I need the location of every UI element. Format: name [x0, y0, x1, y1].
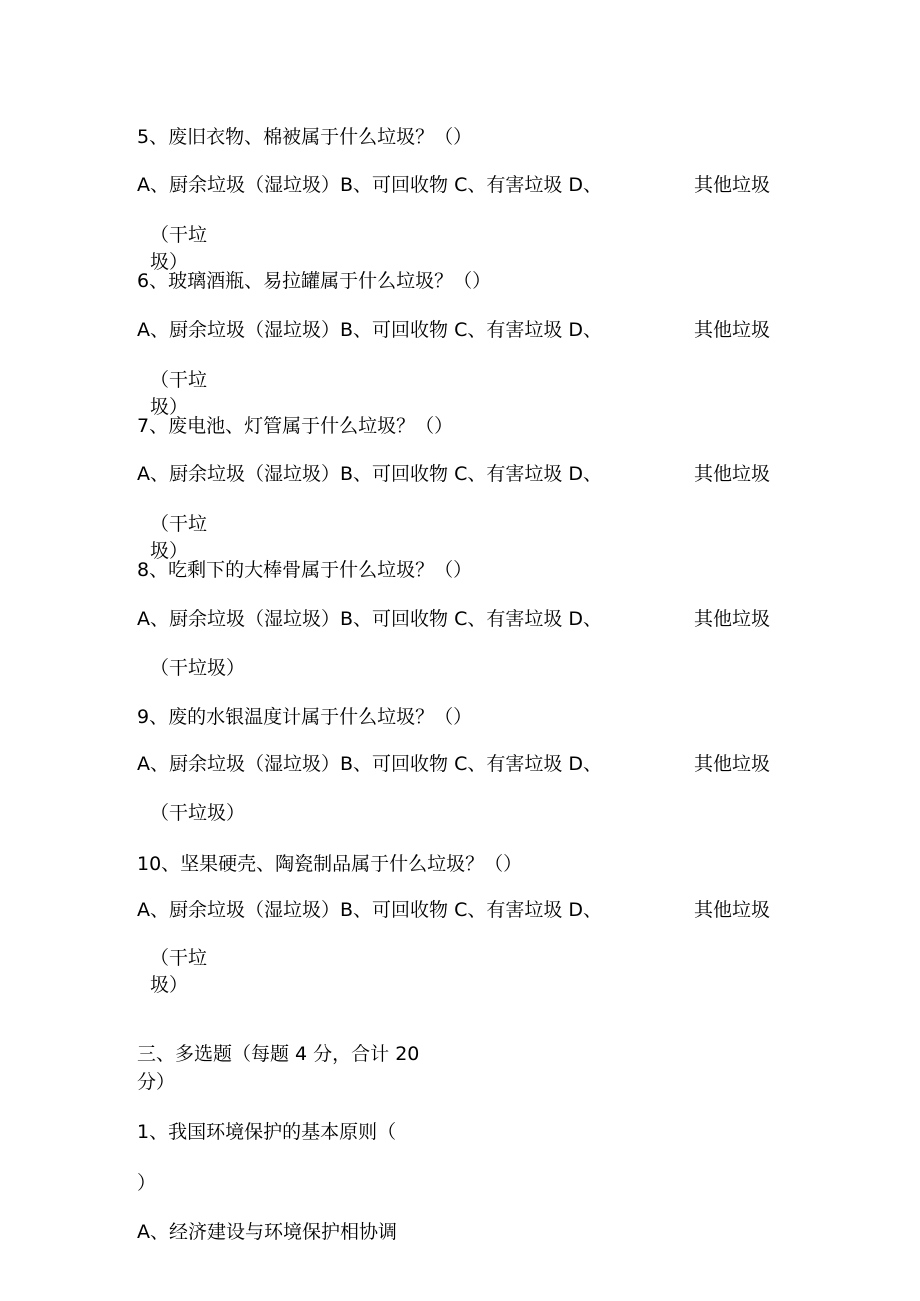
question-7-options: A、厨余垃圾（湿垃圾）B、可回收物 C、有害垃圾 D、	[137, 463, 603, 485]
question-10-option-d-text: 其他垃圾	[694, 899, 771, 921]
question-7-option-d-text: 其他垃圾	[694, 463, 771, 485]
multi-question-1-option-a: A、经济建设与环境保护相协调	[137, 1221, 397, 1243]
question-8-option-d-text: 其他垃圾	[694, 608, 771, 630]
section-heading: 三、多选题（每题 4 分，合计 20	[137, 1043, 420, 1065]
question-9-options: A、厨余垃圾（湿垃圾）B、可回收物 C、有害垃圾 D、	[137, 753, 603, 775]
question-9-option-d-cont: （干垃圾）	[150, 802, 246, 824]
question-6: 6、玻璃酒瓶、易拉罐属于什么垃圾？（）	[137, 270, 492, 292]
question-10-options: A、厨余垃圾（湿垃圾）B、可回收物 C、有害垃圾 D、	[137, 899, 603, 921]
multi-question-1-close: ）	[137, 1172, 157, 1194]
question-6-options: A、厨余垃圾（湿垃圾）B、可回收物 C、有害垃圾 D、	[137, 319, 603, 341]
question-5-option-d-cont: 圾）	[150, 251, 189, 273]
question-5-option-d-cont: （干垃	[150, 224, 208, 246]
question-10: 10、坚果硬壳、陶瓷制品属于什么垃圾？（）	[137, 853, 523, 875]
section-heading-cont: 分）	[137, 1071, 176, 1093]
question-6-option-d-cont: （干垃	[150, 369, 208, 391]
question-9-option-d-text: 其他垃圾	[694, 753, 771, 775]
question-7: 7、废电池、灯管属于什么垃圾？（）	[137, 415, 454, 437]
question-8: 8、吃剩下的大棒骨属于什么垃圾？（）	[137, 559, 473, 581]
question-7-option-d-cont: （干垃	[150, 513, 208, 535]
question-8-options: A、厨余垃圾（湿垃圾）B、可回收物 C、有害垃圾 D、	[137, 608, 603, 630]
question-6-option-d-text: 其他垃圾	[694, 319, 771, 341]
question-6-option-d-cont: 圾）	[150, 396, 189, 418]
question-9: 9、废的水银温度计属于什么垃圾？（）	[137, 706, 473, 728]
question-8-option-d-cont: （干垃圾）	[150, 657, 246, 679]
multi-question-1: 1、我国环境保护的基本原则（	[137, 1121, 397, 1143]
question-10-option-d-cont: （干垃	[150, 947, 208, 969]
question-5: 5、废旧衣物、棉被属于什么垃圾？（）	[137, 126, 473, 148]
question-10-option-d-cont: 圾）	[150, 974, 189, 996]
question-7-option-d-cont: 圾）	[150, 540, 189, 562]
question-5-option-d-text: 其他垃圾	[694, 174, 771, 196]
question-5-options: A、厨余垃圾（湿垃圾）B、可回收物 C、有害垃圾 D、	[137, 174, 603, 196]
